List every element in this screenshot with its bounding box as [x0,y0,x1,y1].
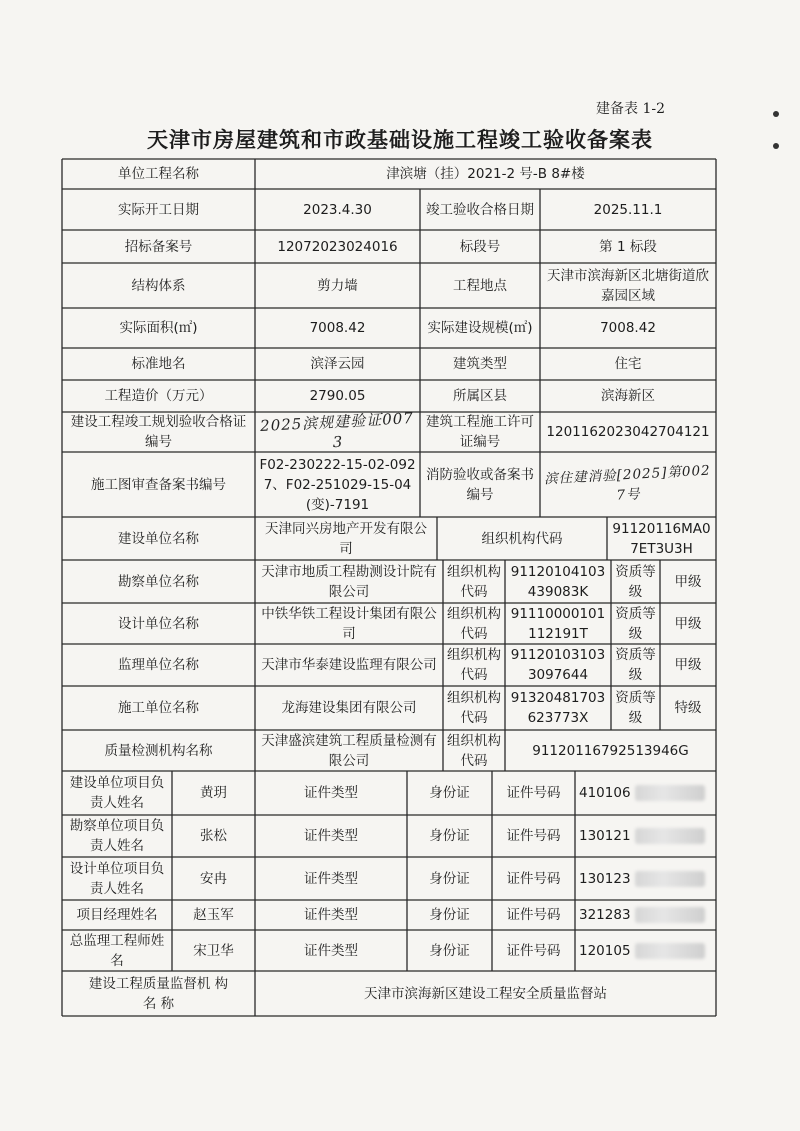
supervision-name: 天津市华泰建设监理有限公司 [261,657,437,673]
person-cert-type: 身份证 [429,942,470,959]
location-value: 天津市滨海新区北塘街道欣嘉园区域 [547,267,709,304]
survey-name: 天津市地质工程勘测设计院有限公司 [261,563,437,600]
scale-value: 7008.42 [600,320,656,336]
district-value: 滨海新区 [601,388,655,404]
person-name: 宋卫华 [193,942,234,959]
scan-dot [773,143,779,149]
drawing-review-label: 施工图审查备案书编号 [91,476,226,493]
builder-org-code: 91120116MA07ET3U3H [612,520,711,557]
survey-grade: 甲级 [674,573,702,590]
district-label: 所属区县 [453,388,507,404]
planning-cert-handwritten: 2025滨规建验证0073 [259,409,415,452]
person-role: 设计单位项目负责人姓名 [69,860,165,897]
acceptance-date-value: 2025.11.1 [593,201,663,218]
location-label: 工程地点 [453,277,507,294]
person-cert-no [575,857,716,900]
construction-name: 龙海建设集团有限公司 [281,700,417,716]
person-cert-no-label: 证件号码 [506,785,561,801]
construction-label: 施工单位名称 [118,700,199,716]
person-cert-type: 身份证 [429,828,470,844]
unit-project-label: 单位工程名称 [118,166,199,182]
fire-handwritten: 滨住建消验[2025]第0027号 [543,462,712,504]
person-cert-type-label: 证件类型 [304,942,358,959]
person-cert-type: 身份证 [429,870,470,887]
person-role: 勘察单位项目负责人姓名 [69,818,165,854]
section-value: 第 1 标段 [599,238,657,255]
redacted-mask [635,828,705,844]
supervision-grade: 甲级 [674,657,702,673]
scale-label: 实际建设规模(㎡) [427,320,533,336]
design-label: 设计单位名称 [118,615,199,632]
cert-no-prefix: 120105 [579,942,631,959]
scan-dot [773,111,779,117]
planning-cert-label: 建设工程竣工规划验收合格证编号 [70,414,247,450]
redacted-mask [635,871,705,887]
supervision-station-value: 天津市滨海新区建设工程安全质量监督站 [364,985,607,1002]
construction-org-code-label: 组织机构代码 [447,690,501,726]
place-name-value: 滨泽云园 [310,356,365,372]
place-name-label: 标准地名 [131,356,186,372]
tender-no-label: 招标备案号 [124,238,193,255]
cert-no-prefix: 130123 [579,870,631,887]
planning-cert-value-cell [255,409,420,452]
person-name: 安冉 [200,870,227,887]
area-label: 实际面积(㎡) [119,320,198,336]
person-name: 张松 [200,828,227,844]
person-cert-type-label: 证件类型 [304,828,358,844]
building-type-value: 住宅 [614,356,642,372]
supervision-org-code: 911201031033097644 [510,647,606,683]
survey-org-code: 91120104103439083K [510,563,606,600]
person-role: 总监理工程师姓名 [69,932,165,969]
testing-name: 天津盛滨建筑工程质量检测有限公司 [261,732,437,769]
construction-org-code: 91320481703623773X [510,690,606,726]
testing-org-code-label: 组织机构代码 [447,732,501,769]
cert-no-prefix: 130121 [579,828,631,844]
person-name: 黄玥 [200,785,227,801]
cost-label: 工程造价（万元） [104,388,213,404]
supervision-qualification-label: 资质等级 [615,647,656,683]
builder-label: 建设单位名称 [118,530,199,547]
supervision-org-code-label: 组织机构代码 [447,647,501,683]
redacted-mask [635,943,705,959]
design-name: 中铁华铁工程设计集团有限公司 [261,605,437,642]
cert-no-prefix: 321283 [579,907,631,923]
survey-org-code-label: 组织机构代码 [447,563,501,600]
building-type-label: 建筑类型 [453,356,507,372]
fire-label: 消防验收或备案书编号 [426,466,534,503]
survey-qualification-label: 资质等级 [615,563,656,600]
supervision-station-label: 建设工程质量监督机 构 名 称 [88,975,229,1012]
person-name: 赵玉军 [193,907,234,923]
person-cert-type: 身份证 [429,907,470,923]
area-value: 7008.42 [309,320,366,336]
person-cert-no [575,815,716,857]
drawing-review-value: F02-230222-15-02-0927、F02-251029-15-04(变)-7191 [259,456,416,513]
structure-label: 结构体系 [131,277,186,294]
start-date-value: 2023.4.30 [303,201,372,218]
person-cert-no [575,900,716,930]
testing-label: 质量检测机构名称 [104,742,213,759]
survey-label: 勘察单位名称 [118,573,199,590]
start-date-label: 实际开工日期 [118,201,199,218]
person-cert-type-label: 证件类型 [304,870,358,887]
person-cert-no-label: 证件号码 [506,870,561,887]
acceptance-date-label: 竣工验收合格日期 [426,201,534,218]
person-cert-type-label: 证件类型 [304,785,358,801]
testing-org-code: 91120116792513946G [532,742,689,759]
tender-no-value: 12072023024016 [277,238,398,255]
person-cert-type-label: 证件类型 [304,907,358,923]
unit-project-value: 津滨塘（挂）2021-2 号-B 8#楼 [386,166,585,182]
person-cert-no [575,771,716,815]
redacted-mask [635,785,705,801]
page-title: 天津市房屋建筑和市政基础设施工程竣工验收备案表 [147,128,653,152]
section-label: 标段号 [459,238,501,255]
cost-value: 2790.05 [309,388,366,404]
redacted-mask [635,907,705,923]
design-qualification-label: 资质等级 [615,605,656,642]
person-cert-type: 身份证 [429,785,470,801]
person-cert-no-label: 证件号码 [506,942,561,959]
construction-qualification-label: 资质等级 [615,690,656,726]
fire-value-cell [540,452,716,517]
cert-no-prefix: 410106 [579,785,631,801]
person-cert-no-label: 证件号码 [506,907,561,923]
design-org-code: 91110000101112191T [510,605,606,642]
builder-org-code-label: 组织机构代码 [481,530,563,547]
design-org-code-label: 组织机构代码 [447,605,501,642]
person-cert-no [575,930,716,971]
permit-label: 建筑工程施工许可证编号 [426,414,534,450]
supervision-label: 监理单位名称 [118,657,199,673]
construction-grade: 特级 [674,700,702,716]
person-role: 项目经理姓名 [76,907,158,923]
person-role: 建设单位项目负责人姓名 [69,775,165,811]
person-cert-no-label: 证件号码 [506,828,561,844]
builder-name: 天津同兴房地产开发有限公司 [265,520,427,557]
structure-value: 剪力墙 [317,277,358,294]
design-grade: 甲级 [674,615,702,632]
form-code: 建备表 1-2 [596,101,665,117]
permit-value: 1201162023042704121 [546,424,710,440]
